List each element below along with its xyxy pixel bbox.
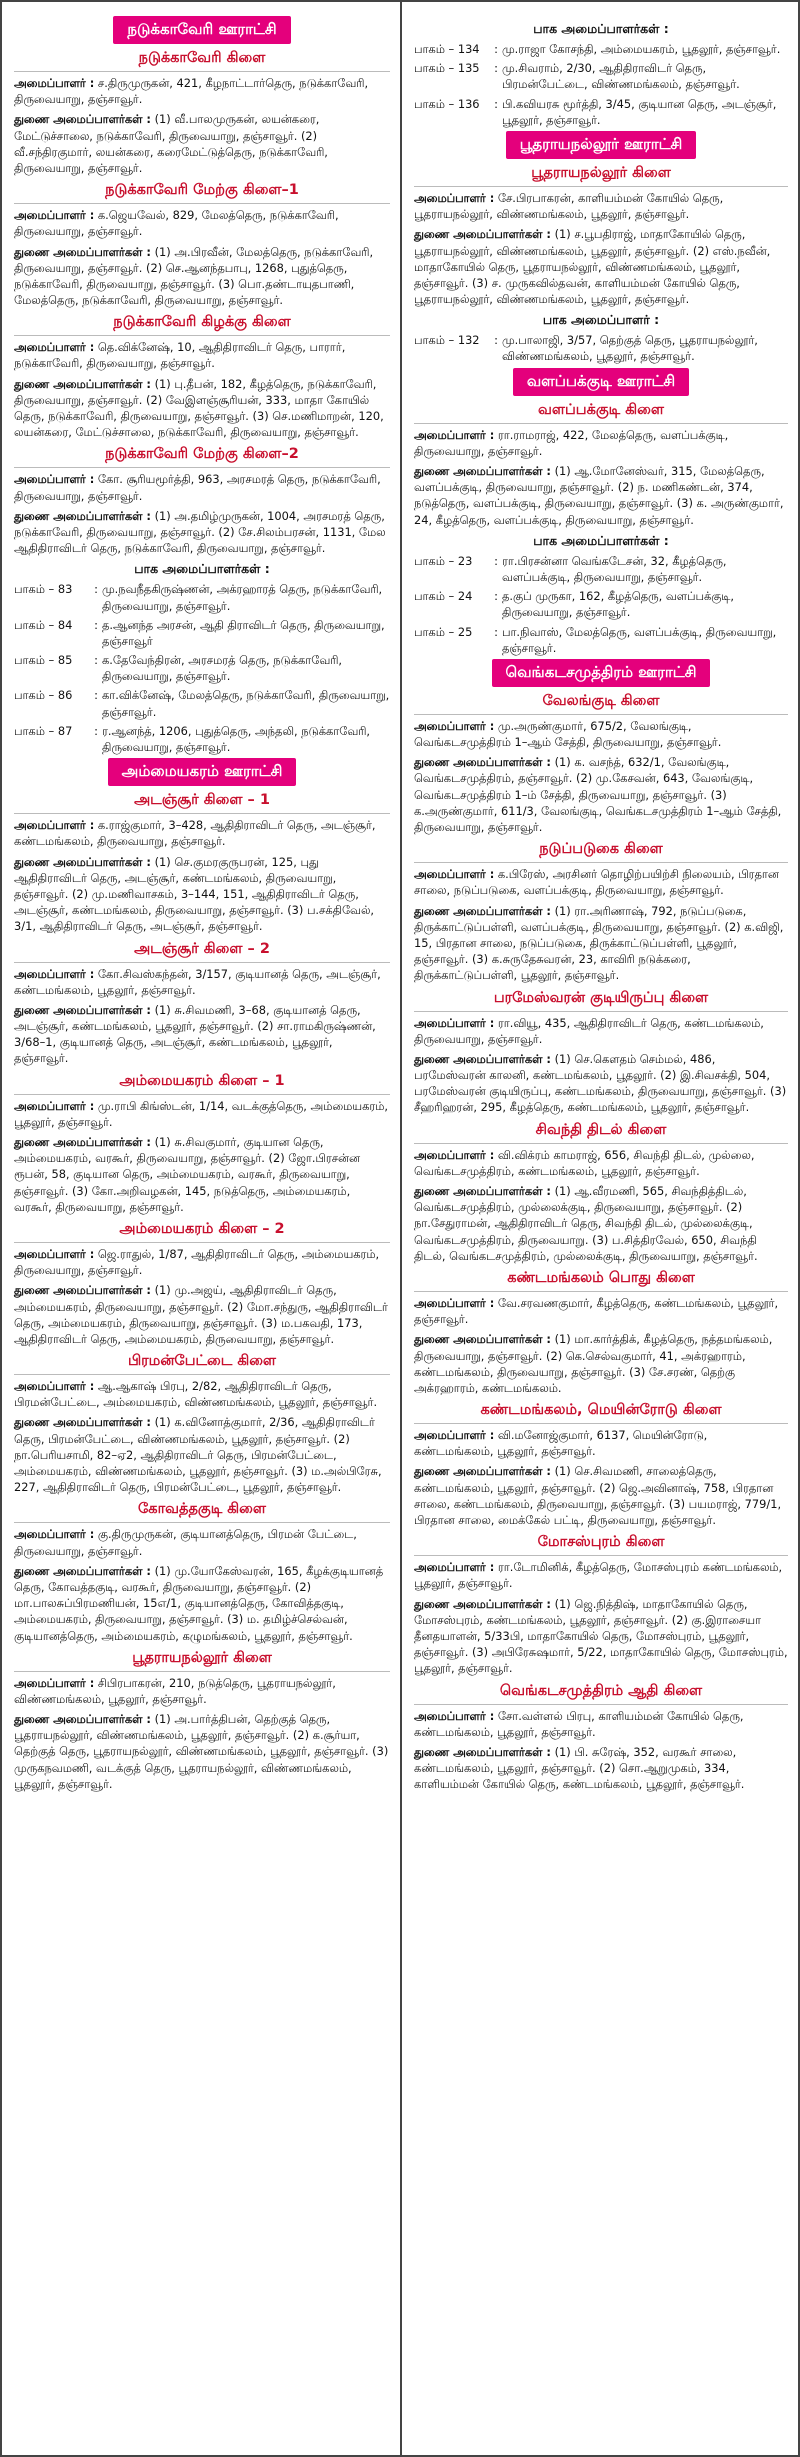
ward-row (14, 652, 390, 684)
ward-organiser: க.தேவேந்திரன், அரசமரத் தெரு, நடுக்காவேரி, திருவையாறு, தஞ்சாவூர். (102, 653, 343, 684)
branch-title: பரமேஸ்வரன் குடியிருப்பு கிளை (414, 990, 788, 1012)
member-entry (414, 718, 788, 750)
role-label: துணை அமைப்பாளர்கள் : (14, 1135, 151, 1149)
ward-separator: : (94, 688, 98, 703)
member-entry (14, 1282, 390, 1347)
ward-row (414, 60, 788, 92)
member-entry (14, 1002, 390, 1067)
member-entry (414, 1559, 788, 1591)
branch-section (414, 1683, 788, 1793)
role-label: அமைப்பாளர் : (414, 718, 495, 733)
ward-separator: : (494, 61, 498, 76)
branch-title: அடஞ்சூர் கிளை – 2 (14, 941, 390, 963)
member-entry (14, 1098, 390, 1130)
member-entry (414, 1463, 788, 1528)
role-label: அமைப்பாளர் : (414, 427, 495, 442)
member-entry (14, 244, 390, 309)
member-details: (1) க. வசந்த், 632/1, வேலங்குடி, வெங்கடசமுத்திரம், தஞ்சாவூர். (2) மு.கேசவன், 643, வேலங்குடி, வெங்கடசமுத்திரம் 1–ம் சேத்தி, திருவையாறு, தஞ்சாவூர். (3) க.அருண்குமார், 611/3, வேலங்குடி, வெங்கடசமுத்திரம் 1–ஆம் சேத்தி, திருவையாறு, தஞ்சாவூர். (414, 755, 782, 834)
member-entry (14, 1526, 390, 1558)
branch-title: வளப்பக்குடி கிளை (414, 402, 788, 424)
member-details: (1) ஜெ.நித்திஷ், மாதாகோயில் தெரு, மோசஸ்புரம், கண்டமங்கலம், பூதலூர், தஞ்சாவூர். (2) கு.இராசையா தீனதயாளன், 5/33பி, மாதாகோயில் தெரு, மோசஸ்புரம், பூதலூர், தஞ்சாவூர். (3) அபிரேசுஷமார், 5/22, மாதாகோயில் தெரு, மோசஸ்புரம், பூதலூர், தஞ்சாவூர். (414, 1596, 788, 1676)
ward-organiser: மு.சிவராம், 2/30, ஆதிதிராவிடர் தெரு, பிரமன்பேட்டை, விண்ணமங்கலம், தஞ்சாவூர். (502, 61, 740, 92)
member-details: (1) அ.பார்த்திபன், தெற்குத் தெரு, பூதராயநல்லூர், விண்ணமங்கலம், பூதலூர், தஞ்சாவூர். (2) க.சூர்யா, தெற்குத் தெரு, பூதராயநல்லூர், விண்ணமங்கலம், பூதலூர், தஞ்சாவூர். (3) முருகநவமணி, வடக்குத் தெரு, பூதராயநல்லூர், விண்ணமங்கலம், பூதலூர், தஞ்சாவூர். (14, 1712, 389, 1791)
member-details: (1) பி. சுரேஷ், 352, வரகூர் சாலை, கண்டமங்கலம், பூதலூர், தஞ்சாவூர். (2) சொ.ஆறுமுகம், 334, காளியம்மன் கோயில் தெரு, கண்டமங்கலம், பூதலூர், தஞ்சாவூர். (414, 1744, 745, 1792)
ward-number: பாகம் – 87 (14, 723, 73, 738)
left-column (2, 2, 400, 2455)
ward-organisers-section (14, 561, 390, 755)
member-details: (1) செ.சிவமணி, சாலைத்தெரு, கண்டமங்கலம், பூதலூர், தஞ்சாவூர். (2) ஜெ.அவினாஷ், 758, பிரதான சாலை, கண்டமங்கலம், திருவையாறு, தஞ்சாவூர். (3) பயமராஜ், 779/1, பிரதான சாலை, மைக்கேல் பட்டி, திருவையாறு, தஞ்சாவூர். (414, 1464, 782, 1527)
member-details: க.ஜெயவேல், 829, மேலத்தெரு, நடுக்காவேரி, திருவையாறு, தஞ்சாவூர். (14, 208, 339, 239)
ward-organisers-section (414, 312, 788, 364)
ward-organiser: பி.கவியரசு மூர்த்தி, 3/45, குடியான தெரு, அடஞ்சூர், பூதலூர், தஞ்சாவூர். (502, 96, 777, 127)
member-details: கோ. சூரியமூர்த்தி, 963, அரசமரத் தெரு, நடுக்காவேரி, திருவையாறு, தஞ்சாவூர். (14, 472, 381, 503)
council-heading: அம்மையகரம் ஊராட்சி (108, 758, 297, 786)
ward-row (14, 581, 390, 613)
ward-number: பாகம் – 25 (414, 624, 473, 639)
member-entry (414, 1596, 788, 1677)
role-label: துணை அமைப்பாளர்கள் : (414, 1051, 551, 1066)
member-entry (14, 508, 390, 557)
branch-section (414, 1270, 788, 1396)
branch-title: நடுக்காவேரி கிழக்கு கிளை (14, 314, 390, 336)
member-details: (1) சு.சிவமணி, 3–68, குடியானத் தெரு, அடஞ்சூர், கண்டமங்கலம், பூதலூர், தஞ்சாவூர். (2) சா.ராமகிருஷ்ணன், 3/68–1, குடியானத் தெரு, அடஞ்சூர், கண்டமங்கலம், பூதலூர், தஞ்சாவூர். (14, 1002, 376, 1066)
ward-separator: : (494, 553, 498, 568)
member-details: ரா.வியூ, 435, ஆதிதிராவிடர் தெரு, கண்டமங்கலம், திருவையாறு, தஞ்சாவூர். (414, 1015, 764, 1046)
member-details: (1) பு.தீபன், 182, கீழத்தெரு, நடுக்காவேரி, திருவையாறு, தஞ்சாவூர். (2) வேஇளஞ்சூரியன், 333, மாதா கோயில் தெரு, நடுக்காவேரி, திருவையாறு, தஞ்சாவூர். (3) செ.மணிமாறன், 120, லயன்கரை, மேட்டுச்சாலை, நடுக்காவேரி, திருவையாறு, தஞ்சாவூர். (14, 376, 384, 440)
branch-section (414, 990, 788, 1116)
branch-section (14, 1650, 390, 1792)
role-label: துணை அமைப்பாளர்கள் : (14, 1415, 151, 1430)
member-entry (14, 339, 390, 371)
ward-organiser: த.குப் முருகா, 162, கீழத்தெரு, வளப்பக்குடி, திருவையாறு, தஞ்சாவூர். (502, 589, 734, 620)
ward-separator: : (494, 624, 498, 639)
member-details: சோ.வள்ளல் பிரபு, காளியம்மன் கோயில் தெரு, கண்டமங்கலம், பூதலூர், தஞ்சாவூர். (414, 1708, 744, 1739)
ward-organiser: மு.பாலாஜி, 3/57, தெற்குத் தெரு, பூதராயநல்லூர், விண்ணமங்கலம், பூதலூர், தஞ்சாவூர். (502, 333, 758, 364)
member-details: (1) மு.யோகேஸ்வரன், 165, கீழக்குடியானத் தெரு, கோவத்தகுடி, வரகூர், திருவையாறு, தஞ்சாவூர். (2) மா.பாலசுப்பிரமணியன், 15எ/1, குடியானத்தெரு, கோவித்தகுடி, அம்மையகரம், திருவையாறு, தஞ்சாவூர். (3) ம. தமிழ்ச்செல்வன், குடியானத்தெரு, அம்மையகரம், கழுமங்கலம், பூதலூர், தஞ்சாவூர். (14, 1563, 384, 1643)
branch-title: வெங்கடசமுத்திரம் ஆதி கிளை (414, 1683, 788, 1705)
member-details: வே.சரவணகுமார், கீழத்தெரு, கண்டமங்கலம், பூதலூர், தஞ்சாவூர். (414, 1295, 779, 1327)
role-label: துணை அமைப்பாளர்கள் : (414, 464, 551, 478)
ward-row (14, 723, 390, 755)
role-label: அமைப்பாளர் : (14, 340, 95, 355)
role-label: துணை அமைப்பாளர்கள் : (414, 903, 551, 918)
member-details: சே.பிரபாகரன், காளியம்மன் கோயில் தெரு, பூதராயநல்லூர், விண்ணமங்கலம், பூதலூர், தஞ்சாவூர். (414, 190, 724, 222)
branch-section (414, 1122, 788, 1264)
member-entry (414, 903, 788, 984)
ward-row (414, 553, 788, 585)
member-entry (14, 966, 390, 998)
ward-separator: : (94, 617, 98, 632)
role-label: அமைப்பாளர் : (14, 1527, 95, 1542)
ward-separator: : (94, 582, 98, 597)
role-label: அமைப்பாளர் : (414, 1560, 495, 1575)
branch-title: பூதராயநல்லூர் கிளை (14, 1650, 390, 1672)
council-heading: நடுக்காவேரி ஊராட்சி (113, 16, 290, 44)
member-entry (14, 471, 390, 503)
branch-section (414, 1534, 788, 1676)
member-details: (1) சு.சிவகுமார், குடியான தெரு, அம்மையகரம், வரகூர், திருவையாறு, தஞ்சாவூர். (2) ஜோ.பிரசன்ன ரூபன், 58, குடியான தெரு, அம்மையகரம், வரகூர், திருவையாறு, தஞ்சாவூர். (3) கோ.அறிவழகன், 145, நடுத்தெரு, அம்மையகரம், வரகூர், திருவையாறு, தஞ்சாவூர். (14, 1135, 361, 1214)
role-label: அமைப்பாளர் : (14, 76, 95, 90)
member-details: மு.அருண்குமார், 675/2, வேலங்குடி, வெங்கடசமுத்திரம் 1–ஆம் சேத்தி, திருவையாறு, தஞ்சாவூர். (414, 718, 722, 750)
ward-organiser: த.ஆனந்த அரசன், ஆதி திராவிடர் தெரு, திருவையாறு, தஞ்சாவூர் (102, 617, 385, 648)
member-details: கு.திருமுருகன், குடியானத்தெரு, பிரமன் பேட்டை, திருவையாறு, தஞ்சாவூர். (14, 1527, 357, 1558)
role-label: துணை அமைப்பாளர்கள் : (14, 854, 151, 869)
ward-number: பாகம் – 83 (14, 582, 73, 597)
ward-organiser: ரா.பிரசன்னா வெங்கடேசன், 32, கீழத்தெரு, வளப்பக்குடி, திருவையாறு, தஞ்சாவூர். (502, 553, 727, 584)
member-entry (414, 190, 788, 222)
member-details: ரா.ராமராஜ், 422, மேலத்தெரு, வளப்பக்குடி, திருவையாறு, தஞ்சாவூர். (414, 427, 729, 458)
role-label: அமைப்பாளர் : (414, 1295, 495, 1310)
ward-number: பாகம் – 134 (414, 42, 480, 56)
branch-title: நடுக்காவேரி மேற்கு கிளை–1 (14, 182, 390, 204)
member-details: (1) ச.பூபதிராஜ், மாதாகோயில் தெரு, பூதராயநல்லூர், விண்ணமங்கலம், பூதலூர், தஞ்சாவூர். (2) எஸ்.நவீன், மாதாகோயில் தெரு, பூதராயநல்லூர், விண்ணமங்கலம், பூதலூர், தஞ்சாவூர். (3) ச. முருகவில்தவன், காளியம்மன் கோயில் தெரு, பூதராயநல்லூர், விண்ணமங்கலம், பூதலூர், தஞ்சாவூர். (414, 227, 771, 307)
branch-title: நடுக்காவேரி கிளை (14, 50, 390, 72)
role-label: அமைப்பாளர் : (14, 1246, 95, 1261)
ward-number: பாகம் – 136 (414, 96, 480, 111)
member-entry (14, 854, 390, 935)
council-heading: பூதராயநல்லூர் ஊராட்சி (506, 131, 697, 159)
ward-row (14, 687, 390, 719)
role-label: துணை அமைப்பாளர்கள் : (414, 1596, 551, 1611)
ward-section-title: பாக அமைப்பாளர்கள் : (533, 21, 669, 36)
member-entry (414, 1331, 788, 1396)
branch-section (14, 1353, 390, 1495)
member-details: (1) க.வினோத்குமார், 2/36, ஆதிதிராவிடர் தெரு, பிரமன்பேட்டை, விண்ணமங்கலம், பூதலூர், தஞ்சாவூர். (2) நா.பெரியசாமி, 82–ஏ2, ஆதிதிராவிடர் தெரு, பிரமன்பேட்டை, அம்மையகரம், விண்ணமங்கலம், பூதலூர், தஞ்சாவூர். (3) ம.அல்பிரேசு, 227, ஆதிதிராவிடர் தெரு, பிரமன்பேட்டை, பூதலூர், தஞ்சாவூர். (14, 1415, 382, 1495)
ward-number: பாகம் – 85 (14, 653, 73, 668)
member-details: வி.விக்ரம் காமராஜ், 656, சிவந்தி திடல், முல்லை, வெங்கடசமுத்திரம், கண்டமங்கலம், பூதலூர், தஞ்சாவூர். (414, 1147, 755, 1178)
branch-title: மோசஸ்புரம் கிளை (414, 1534, 788, 1556)
member-entry (14, 75, 390, 107)
member-details: க.பிரேஸ், அரசினர் தொழிற்பயிற்சி நிலையம், பிரதான சாலை, நடுப்படுகை, வளப்பக்குடி, திருவையாறு, தஞ்சாவூர். (414, 867, 779, 898)
role-label: துணை அமைப்பாளர்கள் : (414, 227, 551, 242)
role-label: துணை அமைப்பாளர்கள் : (14, 1002, 151, 1017)
role-label: அமைப்பாளர் : (414, 1428, 495, 1443)
member-entry (14, 1378, 390, 1410)
member-entry (414, 427, 788, 459)
branch-section (14, 1221, 390, 1347)
branch-section (14, 50, 390, 176)
ward-number: பாகம் – 24 (414, 589, 473, 604)
member-details: (1) அ.தமிழ்முருகன், 1004, அரசமரத் தெரு, நடுக்காவேரி, திருவையாறு, தஞ்சாவூர். (2) சே.சிலம்பரசன், 1131, மேல ஆதிதிராவிடர் தெரு, நடுக்காவேரி, திருவையாறு, தஞ்சாவூர். (14, 508, 386, 556)
role-label: அமைப்பாளர் : (414, 867, 495, 882)
member-details: (1) ரா.அரிணாஷ், 792, நடுப்படுகை, திருக்காட்டுப்பள்ளி, வளப்பக்குடி, திருவையாறு, தஞ்சாவூர். (2) க.விஜி, 15, பிரதான சாலை, நடுப்படுகை, திருக்காட்டுப்பள்ளி, பூதலூர், தஞ்சாவூர். (3) க.சுருதேசுவரன், 23, காவிரி நடுக்கரை, திருக்காட்டுப்பள்ளி, பூதலூர், தஞ்சாவூர். (414, 903, 784, 983)
member-entry (414, 1744, 788, 1793)
branch-section (414, 402, 788, 528)
ward-organiser: மு.ராஜா கோசந்தி, அம்மையகரம், பூதலூர், தஞ்சாவூர். (502, 42, 781, 56)
member-entry (414, 1427, 788, 1459)
member-details: (1) அ.பிரவீன், மேலத்தெரு, நடுக்காவேரி, திருவையாறு, தஞ்சாவூர். (2) செ.ஆனந்தபாபு, 1268, புதுத்தெரு, நடுக்காவேரி, திருவையாறு, தஞ்சாவூர். (3) பொ.தண்டாயுதபாணி, மேலத்தெரு, நடுக்காவேரி, திருவையாறு, தஞ்சாவூர். (14, 244, 374, 308)
role-label: அமைப்பாளர் : (14, 1098, 95, 1113)
branch-title: கண்டமங்கலம் பொது கிளை (414, 1270, 788, 1292)
role-label: துணை அமைப்பாளர்கள் : (14, 1712, 151, 1727)
ward-separator: : (494, 96, 498, 111)
branch-section (414, 841, 788, 983)
member-details: (1) மா.கார்த்திக், கீழத்தெரு, நத்தமங்கலம், திருவையாறு, தஞ்சாவூர். (2) கெ.செல்வகுமார், 41, அக்ரஹாரம், கண்டமங்கலம், திருவையாறு, தஞ்சாவூர். (3) சே.சரண், தெற்கு அக்ரஹாரம், கண்டமங்கலம். (414, 1332, 773, 1395)
member-details: மு.ராபி கிங்ஸ்டன், 1/14, வடக்குத்தெரு, அம்மையகரம், பூதலூர், தஞ்சாவூர். (14, 1098, 389, 1129)
ward-separator: : (94, 723, 98, 738)
member-entry (14, 1134, 390, 1215)
role-label: துணை அமைப்பாளர்கள் : (414, 1184, 551, 1198)
member-entry (14, 1563, 390, 1644)
ward-row (14, 617, 390, 649)
branch-section (414, 1402, 788, 1528)
member-details: (1) செ.குமரகுருபரன், 125, புது ஆதிதிராவிடர் தெரு, அடஞ்சூர், கண்டமங்கலம், திருவையாறு, தஞ்சாவூர். (2) மு.மணிவாசகம், 3–144, 151, ஆதிதிராவிடர் தெரு, அடஞ்சூர், கண்டமங்கலம், திருவையாறு, தஞ்சாவூர். (3) ப.சக்திவேல், 3/1, ஆதிதிராவிடர் தெரு, அடஞ்சூர், தஞ்சாவூர். (14, 854, 375, 934)
member-details: (1) வீ.பாலமுருகன், லயன்கரை, மேட்டுச்சாலை, நடுக்காவேரி, திருவையாறு, தஞ்சாவூர். (2) வீ.சந்திரகுமார், லயன்கரை, கரைமேட்டுத்தெரு, நடுக்காவேரி, திருவையாறு, தஞ்சாவூர். (14, 112, 328, 175)
role-label: துணை அமைப்பாளர்கள் : (414, 1332, 551, 1347)
member-details: (1) ஆ.மோனேஸ்வர், 315, மேலத்தெரு, வளப்பக்குடி, திருவையாறு, தஞ்சாவூர். (2) ந. மணிகண்டன், 374, நடுத்தெரு, வளப்பக்குடி, திருவையாறு, தஞ்சாவூர். (3) க. அருண்குமார், 24, கீழத்தெரு, வளப்பக்குடி, திருவையாறு, தஞ்சாவூர். (414, 464, 784, 527)
ward-number: பாகம் – 132 (414, 333, 480, 348)
member-entry (14, 1675, 390, 1707)
member-details: ச.திருமுருகன், 421, கீழநாட்டார்தெரு, நடுக்காவேரி, திருவையாறு, தஞ்சாவூர். (14, 76, 369, 107)
ward-section-title: பாக அமைப்பாளர் : (542, 312, 660, 328)
role-label: துணை அமைப்பாளர்கள் : (414, 1464, 551, 1479)
role-label: அமைப்பாளர் : (14, 472, 95, 487)
ward-separator: : (494, 333, 498, 348)
member-entry (414, 226, 788, 307)
member-entry (414, 1051, 788, 1116)
ward-number: பாகம் – 86 (14, 688, 73, 703)
ward-organiser: மு.நவநீதகிருஷ்ணன், அக்ரஹாரத் தெரு, நடுக்காவேரி, திருவையாறு, தஞ்சாவூர். (102, 582, 383, 613)
branch-title: அம்மையகரம் கிளை – 1 (14, 1073, 390, 1095)
branch-title: நடுப்படுகை கிளை (414, 841, 788, 863)
right-column (400, 2, 798, 2455)
branch-section (14, 314, 390, 440)
branch-title: பூதராயநல்லூர் கிளை (414, 165, 788, 187)
branch-title: கோவத்தகுடி கிளை (14, 1501, 390, 1523)
ward-separator: : (494, 589, 498, 604)
role-label: அமைப்பாளர் : (414, 190, 495, 205)
branch-section (414, 165, 788, 307)
member-entry (414, 1295, 788, 1327)
ward-organiser: பா.நிவாஸ், மேலத்தெரு, வளப்பக்குடி, திருவையாறு, தஞ்சாவூர். (502, 624, 777, 655)
branch-title: கண்டமங்கலம், மெயின்ரோடு கிளை (414, 1402, 788, 1424)
ward-section-title: பாக அமைப்பாளர்கள் : (134, 561, 270, 577)
member-entry (14, 207, 390, 239)
role-label: துணை அமைப்பாளர்கள் : (14, 508, 151, 523)
role-label: அமைப்பாளர் : (14, 208, 95, 223)
council-heading: வளப்பக்குடி ஊராட்சி (513, 368, 689, 396)
member-details: வி.மனோஜ்குமார், 6137, மெயின்ரோடு, கண்டமங்கலம், பூதலூர், தஞ்சாவூர். (414, 1428, 708, 1459)
branch-title: அம்மையகரம் கிளை – 2 (14, 1221, 390, 1243)
member-entry (414, 754, 788, 835)
role-label: அமைப்பாளர் : (414, 1708, 495, 1723)
member-details: க.ராஜ்குமார், 3–428, ஆதிதிராவிடர் தெரு, அடஞ்சூர், கண்டமங்கலம், திருவையாறு, தஞ்சாவூர். (14, 818, 376, 849)
member-entry (14, 817, 390, 849)
branch-title: நடுக்காவேரி மேற்கு கிளை–2 (14, 446, 390, 468)
branch-section (414, 693, 788, 835)
role-label: அமைப்பாளர் : (414, 1015, 495, 1030)
branch-title: வேலங்குடி கிளை (414, 693, 788, 715)
member-entry (414, 463, 788, 528)
branch-title: பிரமன்பேட்டை கிளை (14, 1353, 390, 1375)
member-entry (14, 111, 390, 176)
role-label: அமைப்பாளர் : (14, 1675, 95, 1690)
ward-row (414, 624, 788, 656)
member-details: கோ.சிவஸ்கந்தன், 3/157, குடியானத் தெரு, அடஞ்சூர், கண்டமங்கலம், பூதலூர், தஞ்சாவூர். (14, 966, 381, 997)
role-label: அமைப்பாளர் : (14, 1379, 95, 1394)
ward-separator: : (94, 653, 98, 668)
role-label: துணை அமைப்பாளர்கள் : (414, 1744, 551, 1759)
member-details: தெ.விக்னேஷ், 10, ஆதிதிராவிடர் தெரு, பாரார், நடுக்காவேரி, திருவையாறு, தஞ்சாவூர். (14, 340, 346, 371)
branch-section (14, 446, 390, 556)
branch-section (14, 941, 390, 1067)
role-label: அமைப்பாளர் : (14, 818, 95, 833)
branch-section (14, 792, 390, 934)
branch-section (14, 1073, 390, 1215)
member-details: (1) ஆ.வீரமணி, 565, சிவந்தித்திடல், வெங்கடசமுத்திரம், முல்லைக்குடி, திருவையாறு, தஞ்சாவூர். (2) நா.சேதுராமன், ஆதிதிராவிடர் தெரு, சிவந்தி திடல், முல்லைக்குடி, வெங்கடசமுத்திரம், திருவையாறு. (3) ப.சித்திரவேல், 650, சிவந்தி திடல், வெங்கடசமுத்திரம், முல்லைக்குடி, திருவையாறு, தஞ்சாவூர். (414, 1184, 758, 1263)
branch-section (14, 1501, 390, 1643)
ward-organiser: ர.ஆனந்த், 1206, புதுத்தெரு, அந்தலி, நடுக்காவேரி, திருவையாறு, தஞ்சாவூர். (102, 723, 371, 754)
member-entry (14, 1246, 390, 1278)
role-label: துணை அமைப்பாளர்கள் : (14, 376, 151, 391)
ward-separator: : (494, 42, 498, 56)
member-details: (1) செ.கௌதம் செம்மல், 486, பரமேஸ்வரன் காலனி, கண்டமங்கலம், பூதலூர். (2) இ.சிவசக்தி, 504, பரமேஸ்வரன் குடியிருப்பு, கண்டமங்கலம், திருவையாறு, தஞ்சாவூர். (3) சீஹரிஹரன், 295, கீழத்தெரு, கண்டமங்கலம், பூதலூர், தஞ்சாவூர். (414, 1051, 787, 1115)
member-details: ஜெ.ராதுல், 1/87, ஆதிதிராவிடர் தெரு, அம்மையகரம், திருவையாறு, தஞ்சாவூர். (14, 1246, 380, 1278)
role-label: துணை அமைப்பாளர்கள் : (14, 1283, 151, 1298)
branch-section (14, 182, 390, 308)
columns (2, 2, 798, 2455)
branch-title: அடஞ்சூர் கிளை – 1 (14, 792, 390, 814)
ward-section-title: பாக அமைப்பாளர்கள் : (533, 532, 669, 548)
role-label: அமைப்பாளர் : (414, 1147, 495, 1162)
ward-row (414, 96, 788, 128)
role-label: துணை அமைப்பாளர்கள் : (14, 244, 151, 259)
member-entry (414, 1015, 788, 1047)
ward-row (414, 588, 788, 620)
member-details: ரா.டோமினிக், கீழத்தெரு, மோசஸ்புரம் கண்டமங்கலம், பூதலூர், தஞ்சாவூர். (414, 1560, 783, 1591)
ward-number: பாகம் – 135 (414, 61, 480, 76)
member-details: சிபிரபாகரன், 210, நடுத்தெரு, பூதராயநல்லூர், விண்ணமங்கலம், பூதலூர், தஞ்சாவூர். (14, 1675, 336, 1706)
role-label: துணை அமைப்பாளர்கள் : (14, 112, 151, 127)
ward-number: பாகம் – 84 (14, 617, 73, 632)
ward-row (414, 41, 788, 57)
role-label: துணை அமைப்பாளர்கள் : (14, 1563, 151, 1578)
ward-organisers-section (414, 533, 788, 656)
council-heading: வெங்கடசமுத்திரம் ஊராட்சி (492, 659, 711, 687)
ward-row (414, 332, 788, 364)
member-entry (414, 1708, 788, 1740)
role-label: துணை அமைப்பாளர்கள் : (414, 755, 551, 770)
member-details: (1) மு.அஜய், ஆதிதிராவிடர் தெரு, அம்மையகரம், திருவையாறு, தஞ்சாவூர். (2) மோ.சந்துரு, ஆதிதிராவிடர் தெரு, அம்மையகரம், திருவையாறு, தஞ்சாவூர். (3) ம.பகவதி, 173, ஆதிதிராவிடர் தெரு, அம்மையகரம், திருவையாறு, தஞ்சாவூர். (14, 1283, 388, 1346)
member-entry (414, 1147, 788, 1179)
branch-title: சிவந்தி திடல் கிளை (414, 1122, 788, 1144)
member-entry (414, 866, 788, 898)
member-details: ஆ.ஆகாஷ் பிரபு, 2/82, ஆதிதிராவிடர் தெரு, பிரமன்பேட்டை, அம்மையகரம், விண்ணமங்கலம், பூதலூர், தஞ்சாவூர். (14, 1379, 378, 1410)
ward-organisers-section (414, 21, 788, 128)
ward-number: பாகம் – 23 (414, 553, 473, 568)
member-entry (14, 376, 390, 441)
member-entry (14, 1414, 390, 1495)
member-entry (414, 1183, 788, 1264)
role-label: அமைப்பாளர் : (14, 966, 95, 981)
ward-organiser: கா.விக்னேஷ், மேலத்தெரு, நடுக்காவேரி, திருவையாறு, தஞ்சாவூர். (102, 688, 390, 719)
member-entry (14, 1711, 390, 1792)
